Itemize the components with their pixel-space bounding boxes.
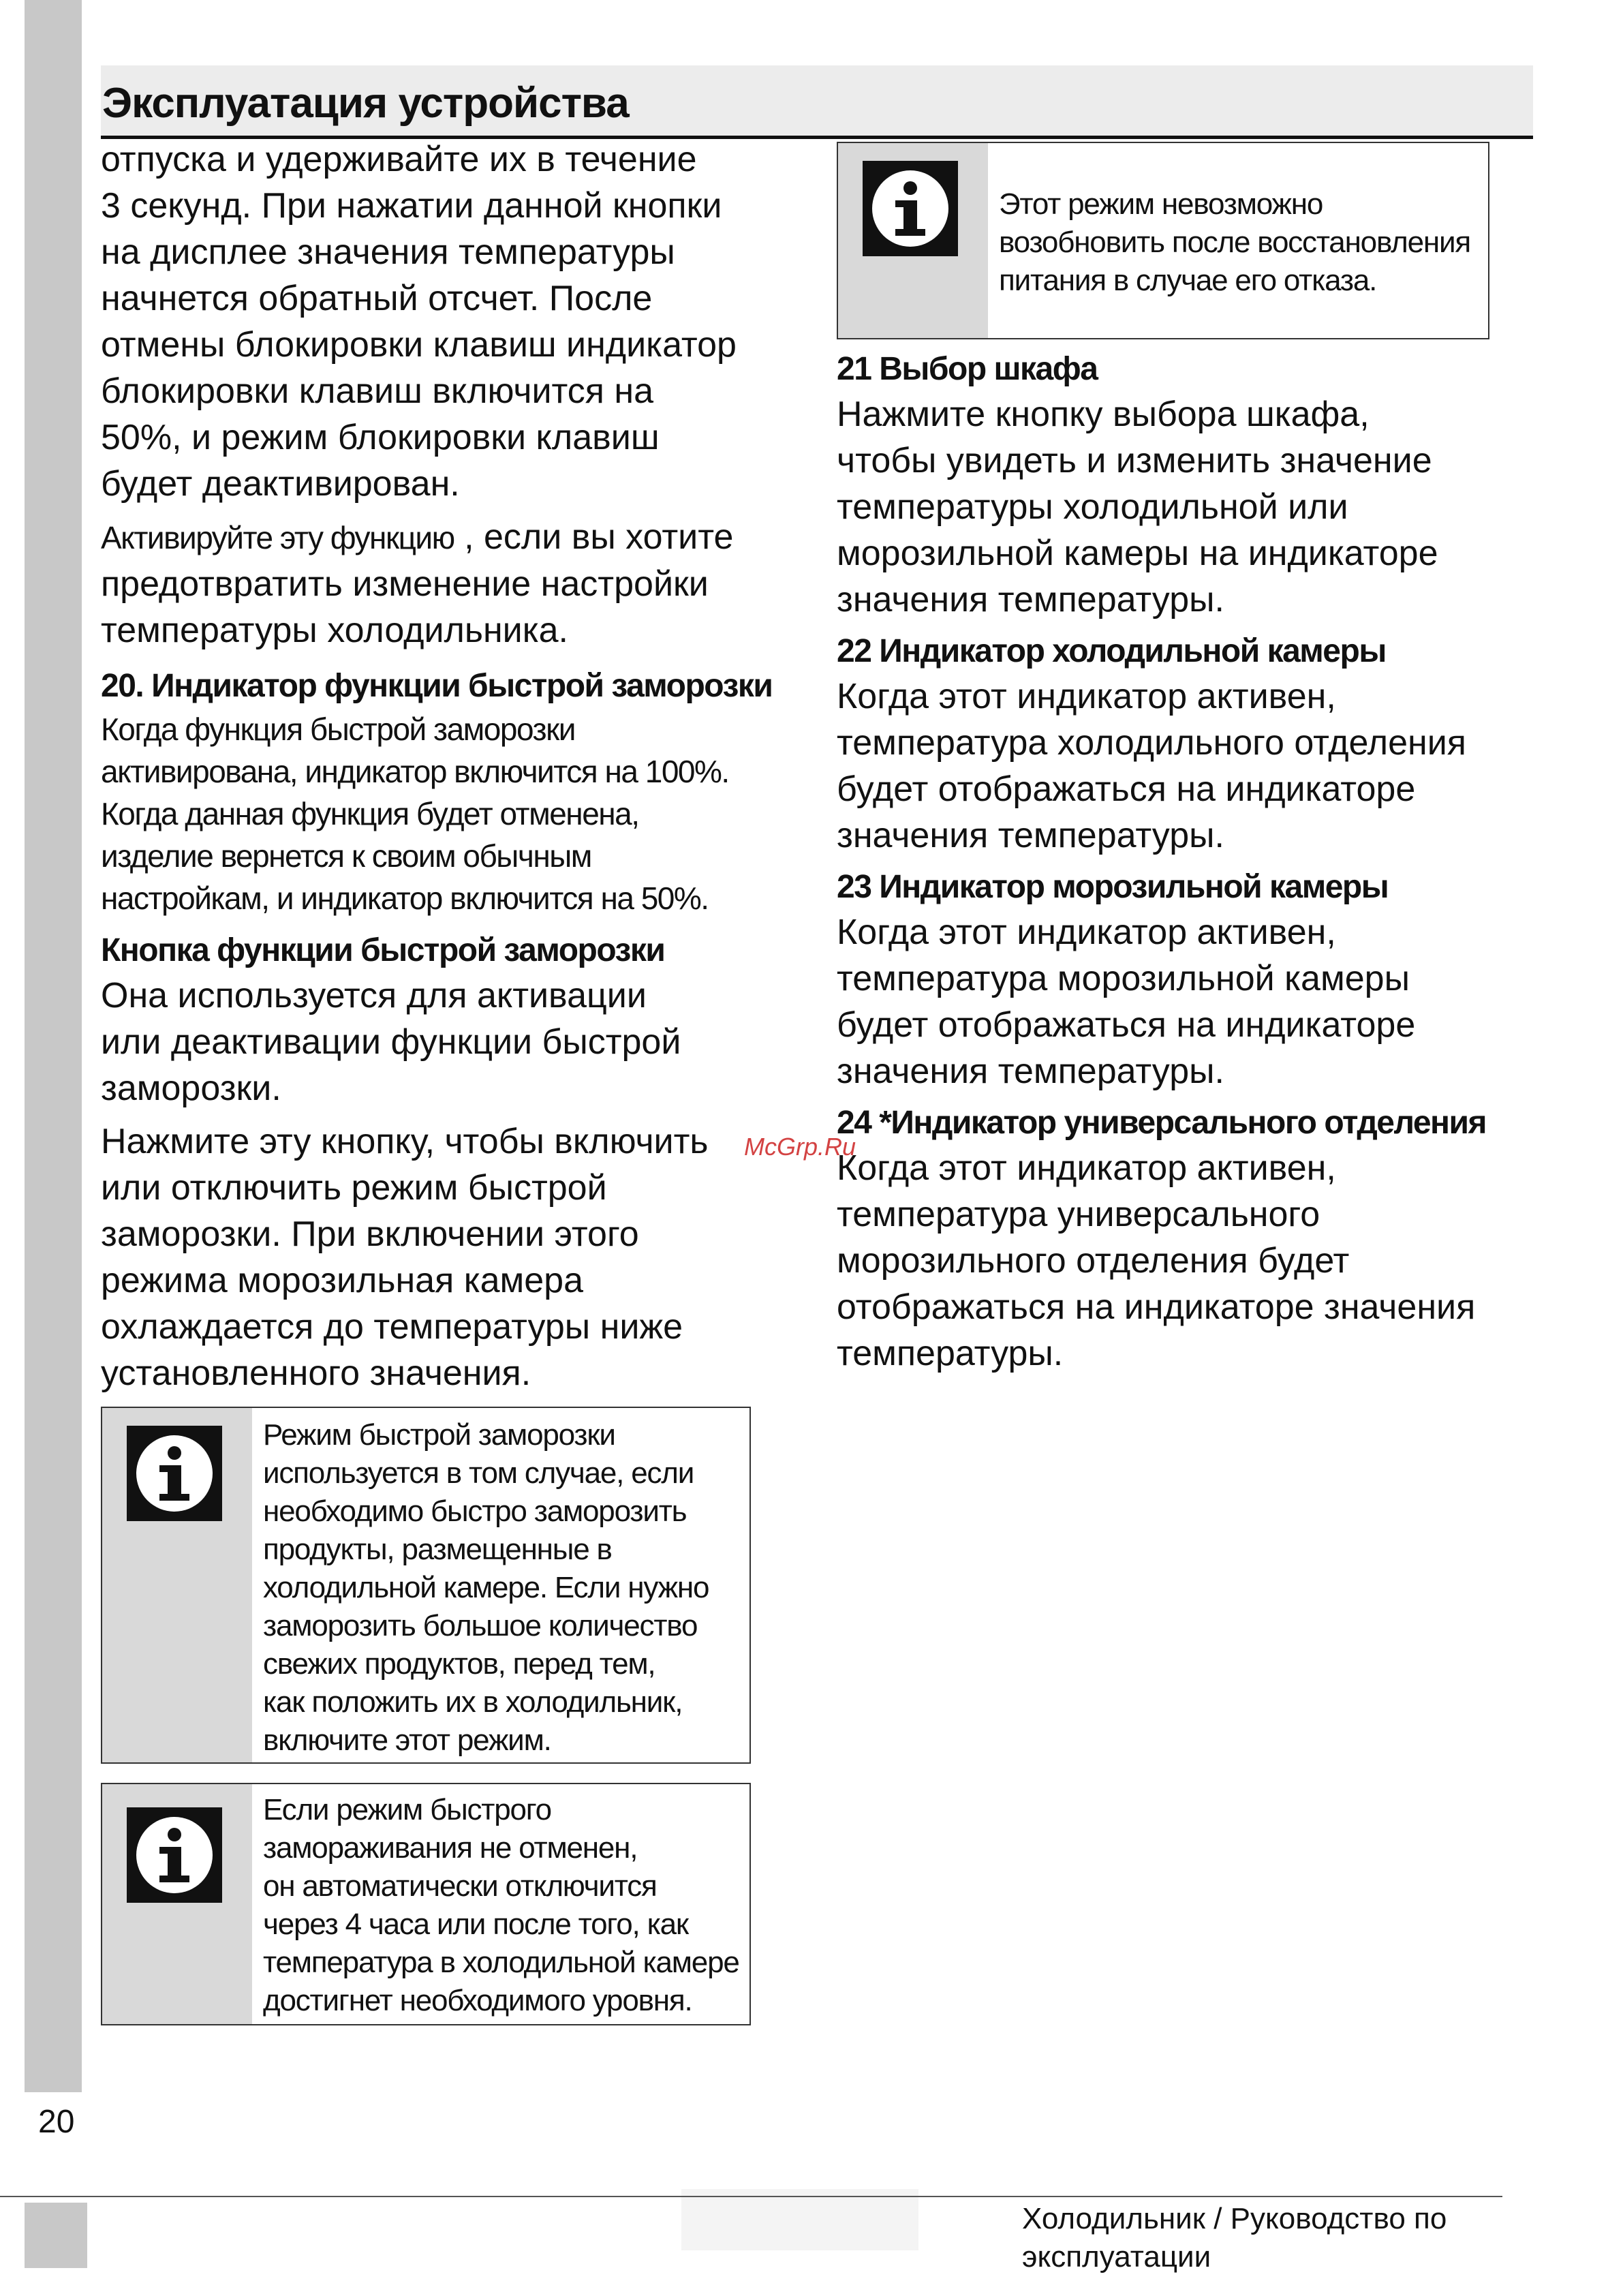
footer-line-2: эксплуатации <box>1022 2240 1211 2274</box>
line: через 4 часа или после того, как <box>263 1908 688 1941</box>
line: температура холодильного отделения <box>837 723 1466 763</box>
line: заморозки. При включении этого <box>101 1214 639 1254</box>
line: Когда функция быстрой заморозки <box>101 711 575 747</box>
line: отображаться на индикаторе значения <box>837 1287 1476 1327</box>
line: начнется обратный отсчет. После <box>101 279 653 318</box>
section-24-text <box>837 1145 1545 1377</box>
section-22-text <box>837 673 1545 859</box>
line: будет отображаться на индикаторе <box>837 1005 1416 1045</box>
quick-freeze-button-text-2 <box>101 1118 816 1396</box>
page-number: 20 <box>38 2104 75 2140</box>
line: заморозить большое количество <box>263 1609 698 1642</box>
line: питания в случае его отказа. <box>999 264 1377 297</box>
line: отмены блокировки клавиш индикатор <box>101 325 737 365</box>
line: 3 секунд. При нажатии данной кнопки <box>101 186 722 226</box>
line: морозильного отделения будет <box>837 1241 1350 1281</box>
section-23-title: 23 Индикатор морозильной камеры <box>837 869 1389 905</box>
line: свежих продуктов, перед тем, <box>263 1647 655 1681</box>
line: температура в холодильной камере <box>263 1946 739 1979</box>
line: Она используется для активации <box>101 976 647 1015</box>
line: Этот режим невозможно <box>999 187 1323 221</box>
line: режима морозильная камера <box>101 1261 584 1300</box>
quick-freeze-button-title: Кнопка функции быстрой заморозки <box>101 932 665 968</box>
footer-doc-title <box>1022 2200 1499 2276</box>
paragraph-keylock <box>101 136 816 507</box>
info-box-quick-freeze-usage <box>101 1407 751 1764</box>
line: температуры холодильника. <box>101 611 568 650</box>
line: охлаждается до температуры ниже <box>101 1307 683 1347</box>
line: Когда этот индикатор активен, <box>837 913 1336 952</box>
line: температуры холодильной или <box>837 487 1348 527</box>
line: продукты, размещенные в <box>263 1533 612 1566</box>
line: активирована, индикатор включится на 100%. <box>101 754 729 789</box>
line: Нажмите эту кнопку, чтобы включить <box>101 1122 709 1161</box>
paragraph-activate <box>101 514 816 654</box>
line: блокировки клавиш включится на <box>101 371 654 411</box>
line: Режим быстрой заморозки <box>263 1418 615 1452</box>
section-22-title: 22 Индикатор холодильной камеры <box>837 633 1386 669</box>
info-box-power-failure <box>837 142 1489 339</box>
info-icon <box>127 1426 222 1521</box>
section-21-title: 21 Выбор шкафа <box>837 351 1098 387</box>
line: значения температуры. <box>837 816 1224 855</box>
line: 50%, и режим блокировки клавиш <box>101 418 660 457</box>
line: Когда этот индикатор активен, <box>837 1148 1336 1188</box>
footer-line-1: Холодильник / Руководство по <box>1022 2202 1447 2235</box>
section-23-text <box>837 909 1545 1095</box>
watermark: McGrp.Ru <box>744 1133 856 1161</box>
line: или отключить режим быстрой <box>101 1168 607 1208</box>
line: необходимо быстро заморозить <box>263 1495 687 1528</box>
line: достигнет необходимого уровня. <box>263 1984 692 2017</box>
footer-marker <box>25 2203 87 2268</box>
line: заморозки. <box>101 1069 281 1108</box>
section-20-title: 20. Индикатор функции быстрой заморозки <box>101 668 773 704</box>
line: температура универсального <box>837 1195 1320 1234</box>
section-20-text <box>101 708 816 919</box>
left-column <box>101 136 816 1403</box>
line: Когда этот индикатор активен, <box>837 677 1336 716</box>
line: настройкам, и индикатор включится на 50%. <box>101 881 709 916</box>
info-icon <box>863 161 958 256</box>
page-title: Эксплуатация устройства <box>102 80 629 127</box>
line: возобновить после восстановления <box>999 226 1470 259</box>
line: температуры. <box>837 1334 1064 1373</box>
line: замораживания не отменен, <box>263 1831 638 1865</box>
line: на дисплее значения температуры <box>101 232 675 272</box>
line: или деактивации функции быстрой <box>101 1022 681 1062</box>
footer-divider <box>0 2196 1502 2197</box>
section-24-title: 24 *Индикатор универсального отделения <box>837 1105 1487 1141</box>
section-21-text <box>837 391 1545 623</box>
line: будет деактивирован. <box>101 464 460 504</box>
quick-freeze-button-text-1 <box>101 973 816 1112</box>
info-box-text <box>263 1791 741 2020</box>
line: предотвратить изменение настройки <box>101 564 709 604</box>
paragraph-lead: Активируйте эту функцию <box>101 520 454 555</box>
line: отпуска и удерживайте их в течение <box>101 140 697 179</box>
line: значения температуры. <box>837 580 1224 619</box>
line: морозильной камеры на индикаторе <box>837 534 1438 573</box>
line: Если режим быстрого <box>263 1793 551 1826</box>
line: будет отображаться на индикаторе <box>837 769 1416 809</box>
line: Нажмите кнопку выбора шкафа, <box>837 395 1370 434</box>
footer-faint-block <box>681 2189 918 2250</box>
line: включите этот режим. <box>263 1724 551 1757</box>
paragraph-rest: , если вы хотите <box>454 517 734 557</box>
line: значения температуры. <box>837 1052 1224 1091</box>
info-box-text <box>263 1416 741 1760</box>
line: изделие вернется к своим обычным <box>101 838 591 874</box>
line: используется в том случае, если <box>263 1456 694 1490</box>
line: он автоматически отключится <box>263 1869 657 1903</box>
line: температура морозильной камеры <box>837 959 1410 998</box>
line: чтобы увидеть и изменить значение <box>837 441 1432 480</box>
line: установленного значения. <box>101 1353 531 1393</box>
line: Когда данная функция будет отменена, <box>101 796 639 831</box>
info-box-text <box>999 185 1480 300</box>
info-icon <box>127 1807 222 1903</box>
right-column <box>837 348 1545 1383</box>
line: как положить их в холодильник, <box>263 1685 683 1719</box>
page-sidebar-bar <box>25 0 82 2092</box>
info-box-auto-off <box>101 1783 751 2025</box>
line: холодильной камере. Если нужно <box>263 1571 709 1604</box>
